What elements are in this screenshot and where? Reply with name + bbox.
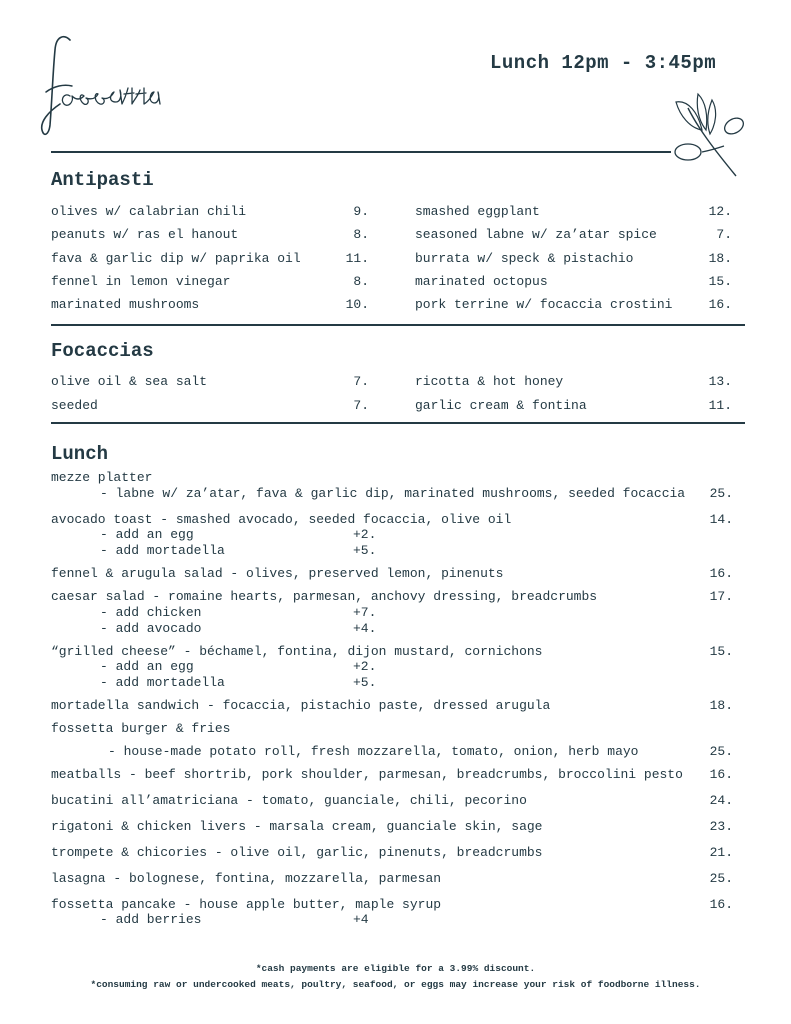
lunch-item: “grilled cheese” - béchamel, fontina, dijon mustard, cornichons xyxy=(51,644,543,659)
addon-price: +4 xyxy=(353,912,369,927)
lunch-item: bucatini all’amatriciana - tomato, guanciale, chili, pecorino xyxy=(51,793,527,808)
addon-price: +7. xyxy=(353,605,377,620)
lunch-item-price: 16. xyxy=(709,566,733,581)
menu-item-name: olive oil & sea salt xyxy=(51,374,208,389)
menu-item-price: 9. xyxy=(353,204,369,219)
addon-price: +5. xyxy=(353,543,377,558)
lunch-item: avocado toast - smashed avocado, seeded focaccia, olive oil xyxy=(51,512,512,527)
menu-item-price: 7. xyxy=(353,374,369,389)
menu-item-price: 8. xyxy=(353,273,369,289)
lunch-item: lasagna - bolognese, fontina, mozzarella, parmesan xyxy=(51,871,442,886)
lunch-item: - add mortadella xyxy=(100,543,225,558)
lunch-item-price: 24. xyxy=(709,793,733,808)
menu-item-name: seeded xyxy=(51,397,98,413)
lunch-hours: Lunch 12pm - 3:45pm xyxy=(490,52,717,74)
menu-item-price: 10. xyxy=(345,297,369,313)
menu-item-name: fava & garlic dip w/ paprika oil xyxy=(51,250,301,266)
menu-item-price: 7. xyxy=(353,397,369,413)
section-title-antipasti: Antipasti xyxy=(51,169,154,191)
lunch-item-price: 16. xyxy=(709,767,733,782)
lunch-item: fossetta burger & fries xyxy=(51,721,231,736)
menu-item-name: ricotta & hot honey xyxy=(415,374,564,389)
menu-item-name: marinated mushrooms xyxy=(51,297,200,313)
lunch-item: - add an egg xyxy=(100,659,194,674)
antipasti-divider xyxy=(51,324,745,326)
lunch-item-price: 21. xyxy=(709,845,733,860)
menu-item-name: seasoned labne w/ za’atar spice xyxy=(415,227,657,243)
lunch-item: - add avocado xyxy=(100,621,202,636)
menu-item-price: 7. xyxy=(716,227,732,243)
lunch-item-price: 17. xyxy=(709,589,733,604)
lunch-item: - labne w/ za’atar, fava & garlic dip, marinated mushrooms, seeded focaccia xyxy=(100,486,686,501)
lunch-item-price: 15. xyxy=(709,644,733,659)
menu-item-price: 8. xyxy=(353,227,369,243)
header-divider xyxy=(51,151,671,153)
menu-item-price: 12. xyxy=(708,204,732,219)
fossetta-logo xyxy=(40,30,200,145)
addon-price: +2. xyxy=(353,659,377,674)
lunch-item-price: 18. xyxy=(709,698,733,713)
menu-item-name: olives w/ calabrian chili xyxy=(51,204,247,219)
foodborne-illness-note: *consuming raw or undercooked meats, poultry, seafood, or eggs may increase your risk of foodborne illness. xyxy=(90,979,701,990)
lunch-item: - house-made potato roll, fresh mozzarella, tomato, onion, herb mayo xyxy=(108,744,639,759)
menu-item-name: smashed eggplant xyxy=(415,204,540,219)
menu-item-price: 13. xyxy=(708,374,732,389)
menu-item-name: pork terrine w/ focaccia crostini xyxy=(415,297,673,313)
olive-branch-icon xyxy=(668,88,752,184)
lunch-item: mortadella sandwich - focaccia, pistachio paste, dressed arugula xyxy=(51,698,551,713)
menu-item-price: 16. xyxy=(708,297,732,313)
lunch-item-price: 25. xyxy=(709,744,733,759)
lunch-item: mezze platter xyxy=(51,470,153,485)
menu-item-name: marinated octopus xyxy=(415,273,548,289)
lunch-item-price: 23. xyxy=(709,819,733,834)
lunch-item: - add mortadella xyxy=(100,675,225,690)
menu-item-price: 15. xyxy=(708,273,732,289)
focaccias-divider xyxy=(51,422,745,424)
lunch-item: caesar salad - romaine hearts, parmesan, anchovy dressing, breadcrumbs xyxy=(51,589,598,604)
menu-item-name: garlic cream & fontina xyxy=(415,397,587,413)
lunch-item: - add an egg xyxy=(100,527,194,542)
lunch-item: rigatoni & chicken livers - marsala cream, guanciale skin, sage xyxy=(51,819,543,834)
lunch-item-price: 25. xyxy=(709,486,733,501)
addon-price: +5. xyxy=(353,675,377,690)
menu-item-name: fennel in lemon vinegar xyxy=(51,273,231,289)
lunch-item: meatballs - beef shortrib, pork shoulder, parmesan, breadcrumbs, broccolini pesto xyxy=(51,767,683,782)
menu-item-price: 11. xyxy=(708,397,732,413)
lunch-item-price: 14. xyxy=(709,512,733,527)
section-title-focaccias: Focaccias xyxy=(51,340,154,362)
menu-item-name: peanuts w/ ras el hanout xyxy=(51,227,239,243)
lunch-item: trompete & chicories - olive oil, garlic, pinenuts, breadcrumbs xyxy=(51,845,543,860)
lunch-item-price: 16. xyxy=(709,897,733,912)
lunch-item: fossetta pancake - house apple butter, maple syrup xyxy=(51,897,442,912)
addon-price: +2. xyxy=(353,527,377,542)
lunch-item: fennel & arugula salad - olives, preserved lemon, pinenuts xyxy=(51,566,504,581)
lunch-item-price: 25. xyxy=(709,871,733,886)
lunch-item: - add chicken xyxy=(100,605,202,620)
menu-item-price: 11. xyxy=(345,250,369,266)
addon-price: +4. xyxy=(353,621,377,636)
lunch-item: - add berries xyxy=(100,912,202,927)
menu-item-name: burrata w/ speck & pistachio xyxy=(415,250,634,266)
section-title-lunch: Lunch xyxy=(51,443,109,465)
cash-discount-note: *cash payments are eligible for a 3.99% discount. xyxy=(255,963,536,974)
menu-item-price: 18. xyxy=(708,250,732,266)
